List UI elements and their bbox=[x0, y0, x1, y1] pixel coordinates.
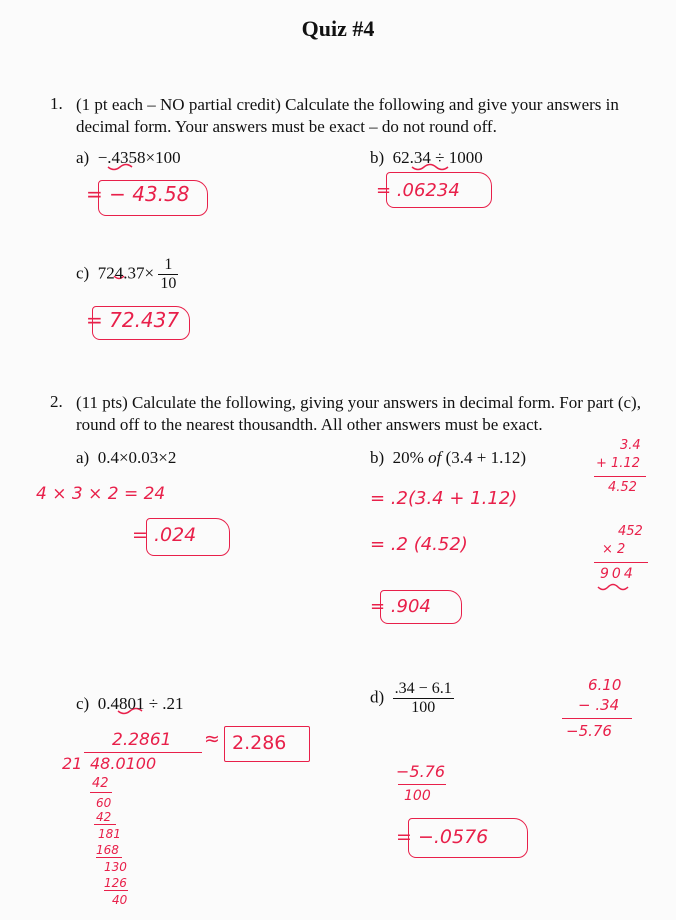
q2d-frac-bar bbox=[398, 784, 446, 785]
q2b-side-mult-rule bbox=[594, 562, 648, 563]
q2-number: 2. bbox=[50, 392, 63, 411]
q2c-rule-4 bbox=[104, 890, 128, 891]
q2c-answer-box bbox=[224, 726, 310, 762]
q2c-quotient: 2.2861 bbox=[112, 730, 172, 750]
q2c-step-7: 126 bbox=[104, 876, 127, 890]
quiz-title: Quiz #4 bbox=[301, 16, 375, 41]
q2c-problem bbox=[76, 694, 184, 714]
q2b-parenthetical: (3.4 + 1.12) bbox=[445, 448, 526, 467]
q1b-expression: 62.34 ÷ 1000 bbox=[392, 148, 483, 167]
q2d-numerator: .34 − 6.1 bbox=[394, 680, 452, 697]
q2b-answer: = .904 bbox=[370, 596, 431, 617]
q1b-answer-box bbox=[386, 172, 492, 208]
q2c-rule-3 bbox=[96, 857, 122, 858]
q2c-rule-1 bbox=[90, 792, 112, 793]
q2b-side-factor2: × 2 bbox=[602, 542, 626, 557]
q1c-label: c) bbox=[76, 263, 90, 283]
q2d-problem bbox=[370, 680, 454, 717]
q2d-side-rule bbox=[562, 718, 632, 719]
q1a-problem bbox=[76, 148, 181, 168]
q2-instructions: (11 pts) Calculate the following, giving your answers in decimal form. For part (c), round off to the nearest thousandth. All other answers must be exact. bbox=[76, 393, 641, 434]
q2c-label: c) bbox=[76, 694, 90, 713]
q2c-dividend: 48.0100 bbox=[90, 754, 157, 773]
q1a-answer: = − 43.58 bbox=[86, 182, 190, 206]
q1c-answer-box bbox=[92, 306, 190, 340]
q2d-side-minuend: 6.10 bbox=[588, 676, 622, 694]
q1a-label: a) bbox=[76, 148, 90, 167]
q1c-denominator: 10 bbox=[160, 275, 177, 292]
q2d-fraction bbox=[393, 680, 454, 717]
q2d-side-result: −5.76 bbox=[566, 722, 612, 740]
q2b-side-addend1: 3.4 bbox=[620, 438, 641, 453]
q1-number: 1. bbox=[50, 94, 63, 113]
q1c-problem bbox=[76, 256, 178, 293]
q2c-answer: 2.286 bbox=[232, 732, 287, 754]
q2b-answer-box bbox=[380, 590, 462, 624]
q2c-expression: 0.4801 ÷ .21 bbox=[97, 694, 184, 713]
q1a-expression: −.4358×100 bbox=[97, 148, 181, 167]
q2b-problem bbox=[370, 448, 526, 468]
q2c-step-3: 42 bbox=[96, 810, 112, 824]
q2d-denominator: 100 bbox=[393, 698, 454, 717]
q2b-label: b) bbox=[370, 448, 385, 467]
q2c-step-1: 42 bbox=[92, 776, 109, 791]
q2b-percent: 20% bbox=[392, 448, 424, 467]
q2c-step-4: 181 bbox=[98, 827, 121, 841]
q2b-step2: = .2 (4.52) bbox=[370, 534, 468, 555]
q2a-label: a) bbox=[76, 448, 90, 467]
q2c-step-2: 60 bbox=[96, 796, 112, 810]
q2b-side-add-rule bbox=[594, 476, 646, 477]
q2c-step-8: 40 bbox=[112, 893, 128, 907]
q2d-answer: = −.0576 bbox=[396, 826, 489, 848]
q1c-fraction bbox=[158, 256, 178, 293]
q1b-problem bbox=[370, 148, 483, 168]
q2b-side-sum: 4.52 bbox=[608, 480, 637, 495]
q1c-expression: 724.37× bbox=[97, 263, 155, 283]
q1-instructions: (1 pt each – NO partial credit) Calculate the following and give your answers in decimal form. Your answers must be exact – do not round off. bbox=[76, 95, 619, 136]
q2d-side-subtrahend: − .34 bbox=[578, 696, 620, 714]
q2a-expression: 0.4×0.03×2 bbox=[97, 448, 177, 467]
q2a-answer: = .024 bbox=[132, 524, 197, 546]
q2a-work: 4 × 3 × 2 = 24 bbox=[36, 484, 166, 504]
q2c-approx: ≈ bbox=[204, 728, 220, 750]
q2c-step-6: 130 bbox=[104, 860, 127, 874]
q2d-frac-denominator: 100 bbox=[404, 788, 431, 804]
q1c-answer: = 72.437 bbox=[86, 308, 180, 332]
q2a-problem bbox=[76, 448, 176, 468]
q2c-divisor: 21 bbox=[62, 754, 83, 773]
q2b-side-factor1: 452 bbox=[618, 524, 643, 539]
q2b-side-product: 904 bbox=[600, 566, 636, 582]
q1c-numerator: 1 bbox=[164, 256, 173, 273]
q2a-answer-box bbox=[146, 518, 230, 556]
q2c-division-bracket bbox=[84, 752, 202, 753]
q2c-step-5: 168 bbox=[96, 843, 119, 857]
q2b-side-addend2: + 1.12 bbox=[596, 456, 640, 471]
q2b-step1: = .2(3.4 + 1.12) bbox=[370, 488, 518, 509]
q2d-label: d) bbox=[370, 687, 385, 707]
q2d-answer-box bbox=[408, 818, 528, 858]
q1b-label: b) bbox=[370, 148, 385, 167]
q2c-rule-2 bbox=[94, 824, 116, 825]
q1b-answer: = .06234 bbox=[376, 180, 460, 201]
q2d-frac-numerator: −5.76 bbox=[396, 762, 446, 781]
q1a-answer-box bbox=[98, 180, 208, 216]
q2b-of: of bbox=[428, 448, 442, 467]
